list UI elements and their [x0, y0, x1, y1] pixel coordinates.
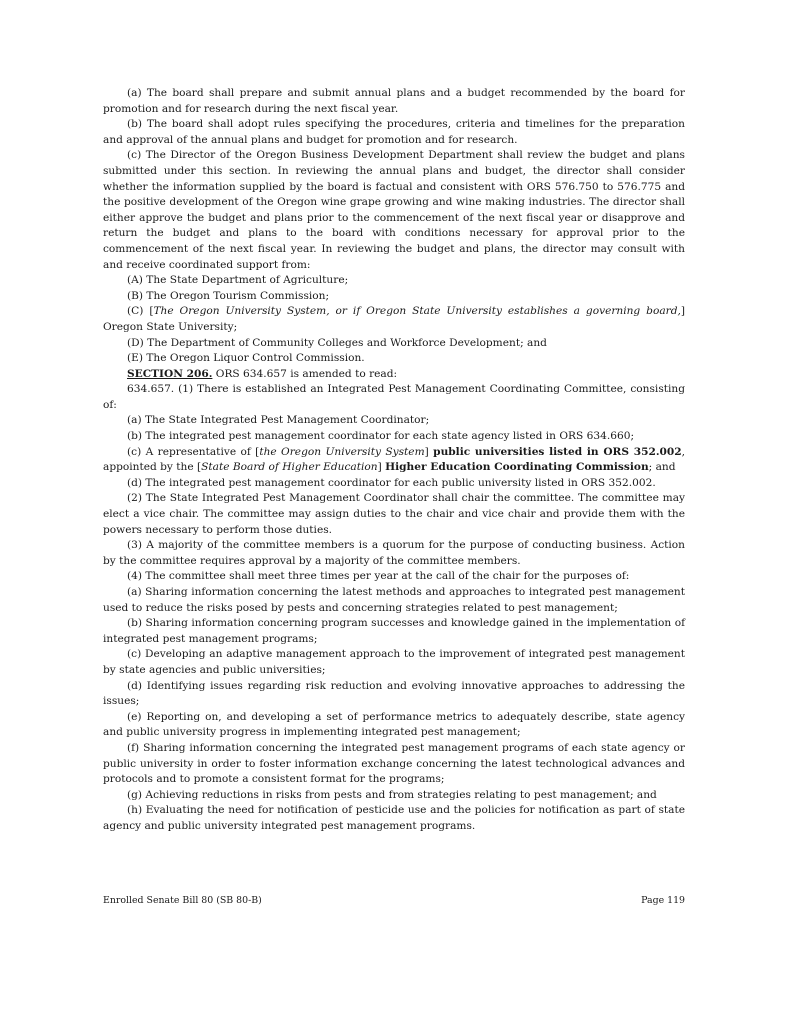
added-text: Higher Education Coordinating Commission: [385, 461, 649, 474]
subsection-1-c: [103, 445, 685, 476]
subsection-2: (2) The State Integrated Pest Management Coordinator shall chair the committee. The committee may elect a vice chair. The committee may assign duties to the chair and vice chair and provide them with the powers necessary to perform those duties.: [103, 492, 685, 536]
subsection-4-b: (b) Sharing information concerning program successes and knowledge gained in the implementation of integrated pest management programs;: [103, 617, 685, 645]
paragraph-b-rules: (b) The board shall adopt rules specifying the procedures, criteria and timelines for the preparation and approval of the annual plans and budget for promotion and for research.: [103, 118, 685, 146]
subsection-1-d: (d) The integrated pest management coordinator for each public university listed in ORS 352.002.: [127, 476, 656, 489]
page-number: Page 119: [641, 895, 685, 906]
document-body: [103, 86, 685, 835]
text-run: (C) [: [127, 305, 154, 318]
subsection-1: 634.657. (1) There is established an Integrated Pest Management Coordinating Committee, consisting of:: [103, 383, 685, 411]
subsection-4-g: (g) Achieving reductions in risks from pests and from strategies relating to pest management; and: [127, 788, 657, 801]
subsection-3: (3) A majority of the committee members is a quorum for the purpose of conducting business. Action by the committee requires approval by a majority of the committee members.: [103, 539, 685, 567]
list-item-university: [103, 304, 685, 335]
section-heading: [103, 367, 685, 383]
subsection-4-h: (h) Evaluating the need for notification of pesticide use and the policies for notification as part of state agency and public university integrated pest management programs.: [103, 804, 685, 832]
subsection-4-c: (c) Developing an adaptive management approach to the improvement of integrated pest management by state agencies and public universities;: [103, 648, 685, 676]
deleted-text: The Oregon University System, or if Oregon State University establishes a governing board,: [153, 305, 681, 318]
list-item-community-colleges: (D) The Department of Community Colleges and Workforce Development; and: [127, 336, 547, 349]
text-run: (c) A representative of [: [127, 445, 260, 458]
text-run: ] Oregon State University;: [103, 305, 685, 333]
page-footer: [103, 895, 685, 907]
subsection-4-d: (d) Identifying issues regarding risk reduction and evolving innovative approaches to addressing the issues;: [103, 679, 685, 708]
text-run: , appointed by the [: [103, 445, 686, 474]
text-run: ]: [377, 461, 386, 474]
section-text: ORS 634.657 is amended to read:: [212, 367, 398, 380]
deleted-text: State Board of Higher Education: [201, 461, 378, 474]
subsection-1-a: (a) The State Integrated Pest Management Coordinator;: [127, 414, 430, 427]
section-label: SECTION 206.: [127, 367, 213, 380]
subsection-4-e: (e) Reporting on, and developing a set of performance metrics to adequately describe, state agency and public university progress in implementing integrated pest management;: [103, 710, 685, 739]
bill-label: Enrolled Senate Bill 80 (SB 80-B): [103, 895, 262, 906]
text-run: ]: [424, 445, 434, 458]
subsection-1-b: (b) The integrated pest management coordinator for each state agency listed in ORS 634.660;: [127, 430, 635, 443]
paragraph-a-annual-plans: (a) The board shall prepare and submit annual plans and a budget recommended by the board for promotion and for research during the next fiscal year.: [103, 87, 685, 115]
list-item-tourism: (B) The Oregon Tourism Commission;: [127, 289, 330, 302]
list-item-liquor-control: (E) The Oregon Liquor Control Commission.: [127, 352, 365, 365]
paragraph-c-director-review: (c) The Director of the Oregon Business Development Department shall review the budget and plans submitted under this section. In reviewing the annual plans and budget, the director shall consider whether the information supplied by the board is factual and consistent with ORS 576.750 to 576.775 and the positive development of the Oregon wine grape growing and wine making industries. The director shall either approve the budget and plans prior to the commencement of the next fiscal year or disapprove and return the budget and plans to the board with conditions necessary for approval prior to the commencement of the next fiscal year. In reviewing the budget and plans, the director may consult with and receive coordinated support from:: [103, 149, 685, 271]
subsection-4: (4) The committee shall meet three times per year at the call of the chair for the purposes of:: [127, 570, 630, 583]
subsection-4-a: (a) Sharing information concerning the latest methods and approaches to integrated pest management used to reduce the risks posed by pests and concerning strategies related to pest management;: [103, 586, 685, 614]
deleted-text: the Oregon University System: [259, 445, 425, 458]
added-text: public universities listed in ORS 352.002: [433, 445, 682, 458]
list-item-agriculture: (A) The State Department of Agriculture;: [127, 274, 349, 287]
text-run: ; and: [648, 461, 676, 474]
subsection-4-f: (f) Sharing information concerning the integrated pest management programs of each state agency or public university in order to foster information exchange concerning the latest technological advances and protocols and to promote a consistent format for the programs;: [103, 741, 685, 786]
